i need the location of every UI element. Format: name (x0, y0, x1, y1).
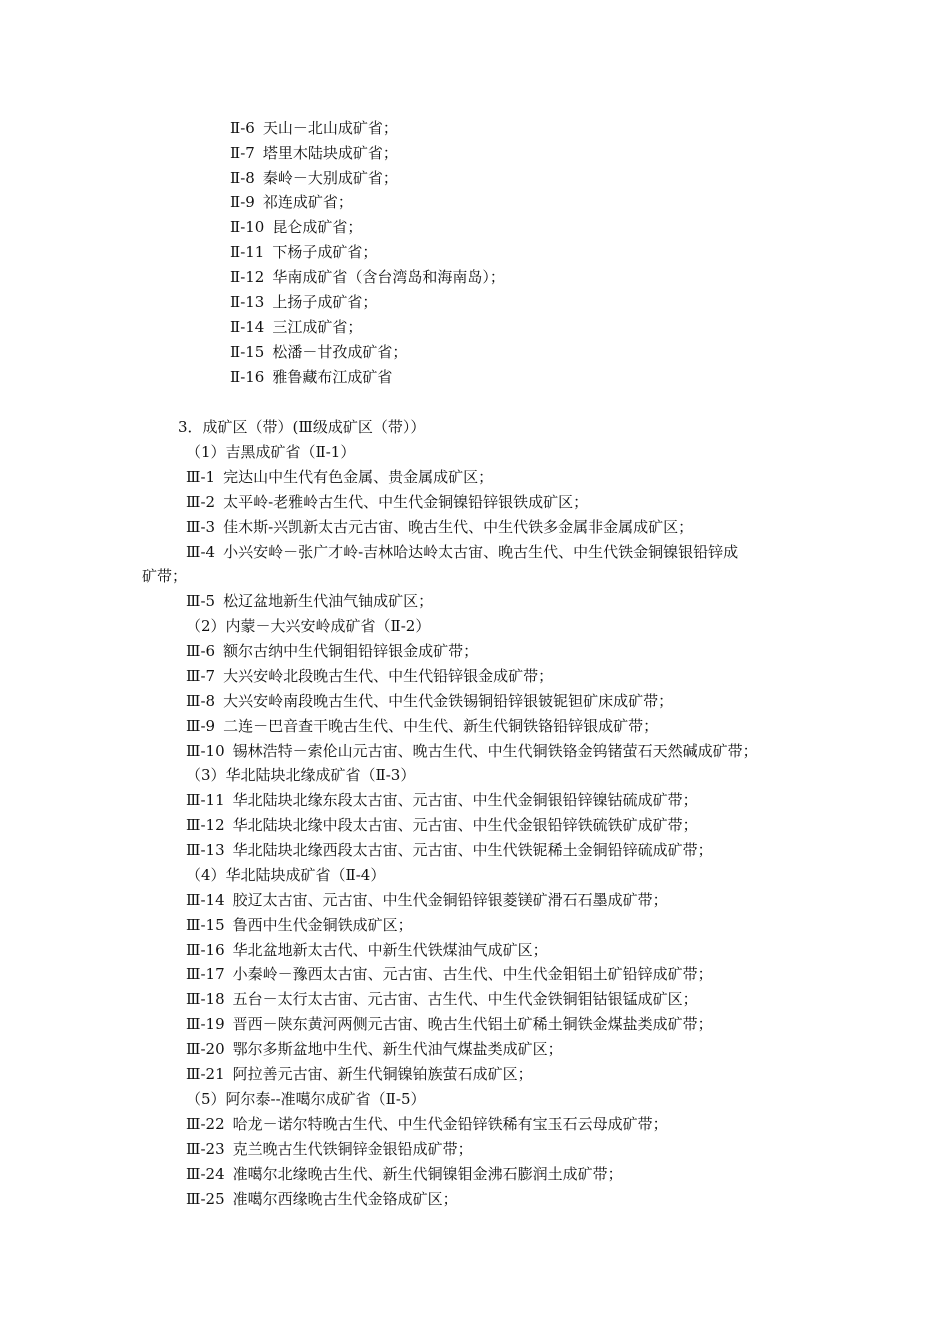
zone-code: Ⅲ-6 (186, 642, 216, 660)
province-item (230, 240, 377, 264)
zone-name: 准噶尔北缘晚古生代、新生代铜镍钼金沸石膨润土成矿带； (232, 1165, 623, 1183)
zone-name: 准噶尔西缘晚古生代金铬成矿区； (232, 1190, 458, 1208)
zone-code: Ⅲ-4 (186, 543, 216, 561)
province-code: Ⅱ-10 (230, 218, 265, 236)
zone-item (186, 788, 698, 812)
zone-item (186, 888, 668, 912)
zone-name: 阿拉善元古宙、新生代铜镍铂族萤石成矿区； (232, 1065, 533, 1083)
zone-name: 华北陆块北缘东段太古宙、元古宙、中生代金铜银铅锌镍钴硫成矿带； (232, 791, 698, 809)
zone-item (186, 689, 673, 713)
province-code: Ⅱ-6 (230, 119, 255, 137)
province-item (230, 315, 362, 339)
zone-code: Ⅲ-7 (186, 667, 216, 685)
zone-item (186, 1162, 623, 1186)
province-code: Ⅱ-7 (230, 144, 255, 162)
zone-item (186, 913, 413, 937)
zone-code: Ⅲ-2 (186, 493, 216, 511)
province-name: 三江成矿省； (272, 318, 363, 336)
zone-code: Ⅲ-3 (186, 518, 216, 536)
province-item (230, 340, 407, 364)
province-name: 塔里木陆块成矿省； (262, 144, 398, 162)
zone-name: 小秦岭－豫西太古宙、元古宙、古生代、中生代金钼铝土矿铅锌成矿带； (232, 965, 713, 983)
province-code: Ⅱ-12 (230, 268, 265, 286)
province-code: Ⅱ-16 (230, 368, 265, 386)
zone-item (186, 465, 493, 489)
province-name: 上扬子成矿省； (272, 293, 378, 311)
zone-code: Ⅲ-19 (186, 1015, 225, 1033)
zone-name: 大兴安岭北段晚古生代、中生代铅锌银金成矿带； (223, 667, 554, 685)
zone-item (186, 515, 693, 539)
zone-name: 华北盆地新太古代、中新生代铁煤油气成矿区； (232, 941, 548, 959)
zone-item-continuation: 矿带； (142, 567, 188, 585)
zone-item (186, 540, 738, 564)
province-item (230, 290, 377, 314)
zone-item (186, 813, 698, 837)
group-title: （1）吉黑成矿省（Ⅱ-1） (186, 443, 356, 461)
zone-name: 松辽盆地新生代油气铀成矿区； (223, 592, 434, 610)
zone-name: 小兴安岭－张广才岭-吉林哈达岭太古宙、晚古生代、中生代铁金铜镍银铅锌成 (223, 543, 739, 561)
zone-code: Ⅲ-9 (186, 717, 216, 735)
province-name: 祁连成矿省； (262, 193, 353, 211)
zone-item (186, 664, 553, 688)
zone-name: 太平岭-老雅岭古生代、中生代金铜镍铅锌银铁成矿区； (223, 493, 589, 511)
zone-name: 华北陆块北缘西段太古宙、元古宙、中生代铁铌稀土金铜铅锌硫成矿带； (232, 841, 713, 859)
zone-code: Ⅲ-17 (186, 965, 225, 983)
province-name: 雅鲁藏布江成矿省 (272, 368, 393, 386)
zone-code: Ⅲ-25 (186, 1190, 225, 1208)
province-code: Ⅱ-13 (230, 293, 265, 311)
zone-code: Ⅲ-14 (186, 891, 225, 909)
zone-item (186, 938, 548, 962)
province-code: Ⅱ-11 (230, 243, 265, 261)
province-item (230, 190, 353, 214)
province-item (230, 365, 392, 389)
province-item (230, 265, 505, 289)
zone-item (186, 962, 713, 986)
province-item (230, 141, 398, 165)
province-item (230, 166, 398, 190)
zone-item (186, 589, 433, 613)
zone-name: 大兴安岭南段晚古生代、中生代金铁锡铜铅锌银铍铌钽矿床成矿带； (223, 692, 674, 710)
group-title: （4）华北陆块成矿省（Ⅱ-4） (186, 866, 386, 884)
zone-code: Ⅲ-21 (186, 1065, 225, 1083)
province-name: 秦岭－大别成矿省； (262, 169, 398, 187)
zone-item (186, 490, 588, 514)
zone-name: 晋西－陕东黄河两侧元古宙、晚古生代铝土矿稀土铜铁金煤盐类成矿带； (232, 1015, 713, 1033)
zone-item (186, 714, 658, 738)
province-name: 下杨子成矿省； (272, 243, 378, 261)
zone-code: Ⅲ-16 (186, 941, 225, 959)
zone-item (186, 1037, 563, 1061)
zone-item (186, 838, 713, 862)
zone-code: Ⅲ-10 (186, 742, 225, 760)
province-code: Ⅱ-14 (230, 318, 265, 336)
group-title: （2）内蒙－大兴安岭成矿省（Ⅱ-2） (186, 617, 431, 635)
zone-name: 锡林浩特－索伦山元古宙、晚古生代、中生代铜铁铬金钨锗萤石天然碱成矿带； (232, 742, 758, 760)
zone-code: Ⅲ-18 (186, 990, 225, 1008)
zone-code: Ⅲ-22 (186, 1115, 225, 1133)
zone-name: 额尔古纳中生代铜钼铅锌银金成矿带； (223, 642, 479, 660)
zone-name: 胶辽太古宙、元古宙、中生代金铜铅锌银菱镁矿滑石石墨成矿带； (232, 891, 668, 909)
province-code: Ⅱ-8 (230, 169, 255, 187)
zone-name: 二连－巴音查干晚古生代、中生代、新生代铜铁铬铅锌银成矿带； (223, 717, 659, 735)
zone-item (186, 739, 758, 763)
zone-name: 完达山中生代有色金属、贵金属成矿区； (223, 468, 494, 486)
province-name: 天山－北山成矿省； (262, 119, 398, 137)
group-title: （3）华北陆块北缘成矿省（Ⅱ-3） (186, 766, 416, 784)
zone-item (186, 1112, 668, 1136)
province-code: Ⅱ-15 (230, 343, 265, 361)
zone-code: Ⅲ-20 (186, 1040, 225, 1058)
group-title: （5）阿尔泰--准噶尔成矿省（Ⅱ-5） (186, 1090, 426, 1108)
zone-item (186, 639, 478, 663)
zone-code: Ⅲ-12 (186, 816, 225, 834)
zone-name: 鄂尔多斯盆地中生代、新生代油气煤盐类成矿区； (232, 1040, 563, 1058)
zone-code: Ⅲ-11 (186, 791, 225, 809)
zone-item (186, 1137, 473, 1161)
zone-name: 克兰晚古生代铁铜锌金银铅成矿带； (232, 1140, 473, 1158)
zone-code: Ⅲ-1 (186, 468, 216, 486)
zone-item (186, 1012, 713, 1036)
zone-code: Ⅲ-24 (186, 1165, 225, 1183)
zone-code: Ⅲ-8 (186, 692, 216, 710)
zone-code: Ⅲ-5 (186, 592, 216, 610)
zone-code: Ⅲ-15 (186, 916, 225, 934)
province-name: 松潘－甘孜成矿省； (272, 343, 408, 361)
province-name: 华南成矿省（含台湾岛和海南岛）； (272, 268, 505, 286)
zone-item (186, 1062, 533, 1086)
zone-item (186, 987, 698, 1011)
zone-code: Ⅲ-23 (186, 1140, 225, 1158)
zone-code: Ⅲ-13 (186, 841, 225, 859)
province-code: Ⅱ-9 (230, 193, 255, 211)
province-item (230, 215, 362, 239)
zone-name: 五台－太行太古宙、元古宙、古生代、中生代金铁铜钼钴银锰成矿区； (232, 990, 698, 1008)
zone-item (186, 1187, 458, 1211)
province-item (230, 116, 398, 140)
zone-name: 佳木斯-兴凯新太古元古宙、晚古生代、中生代铁多金属非金属成矿区； (223, 518, 694, 536)
zone-name: 哈龙－诺尔特晚古生代、中生代金铅锌铁稀有宝玉石云母成矿带； (232, 1115, 668, 1133)
zone-name: 华北陆块北缘中段太古宙、元古宙、中生代金银铅锌铁硫铁矿成矿带； (232, 816, 698, 834)
zone-name: 鲁西中生代金铜铁成矿区； (232, 916, 413, 934)
section-heading: 3．成矿区（带）(Ⅲ级成矿区（带）） (178, 418, 426, 436)
province-name: 昆仑成矿省； (272, 218, 363, 236)
